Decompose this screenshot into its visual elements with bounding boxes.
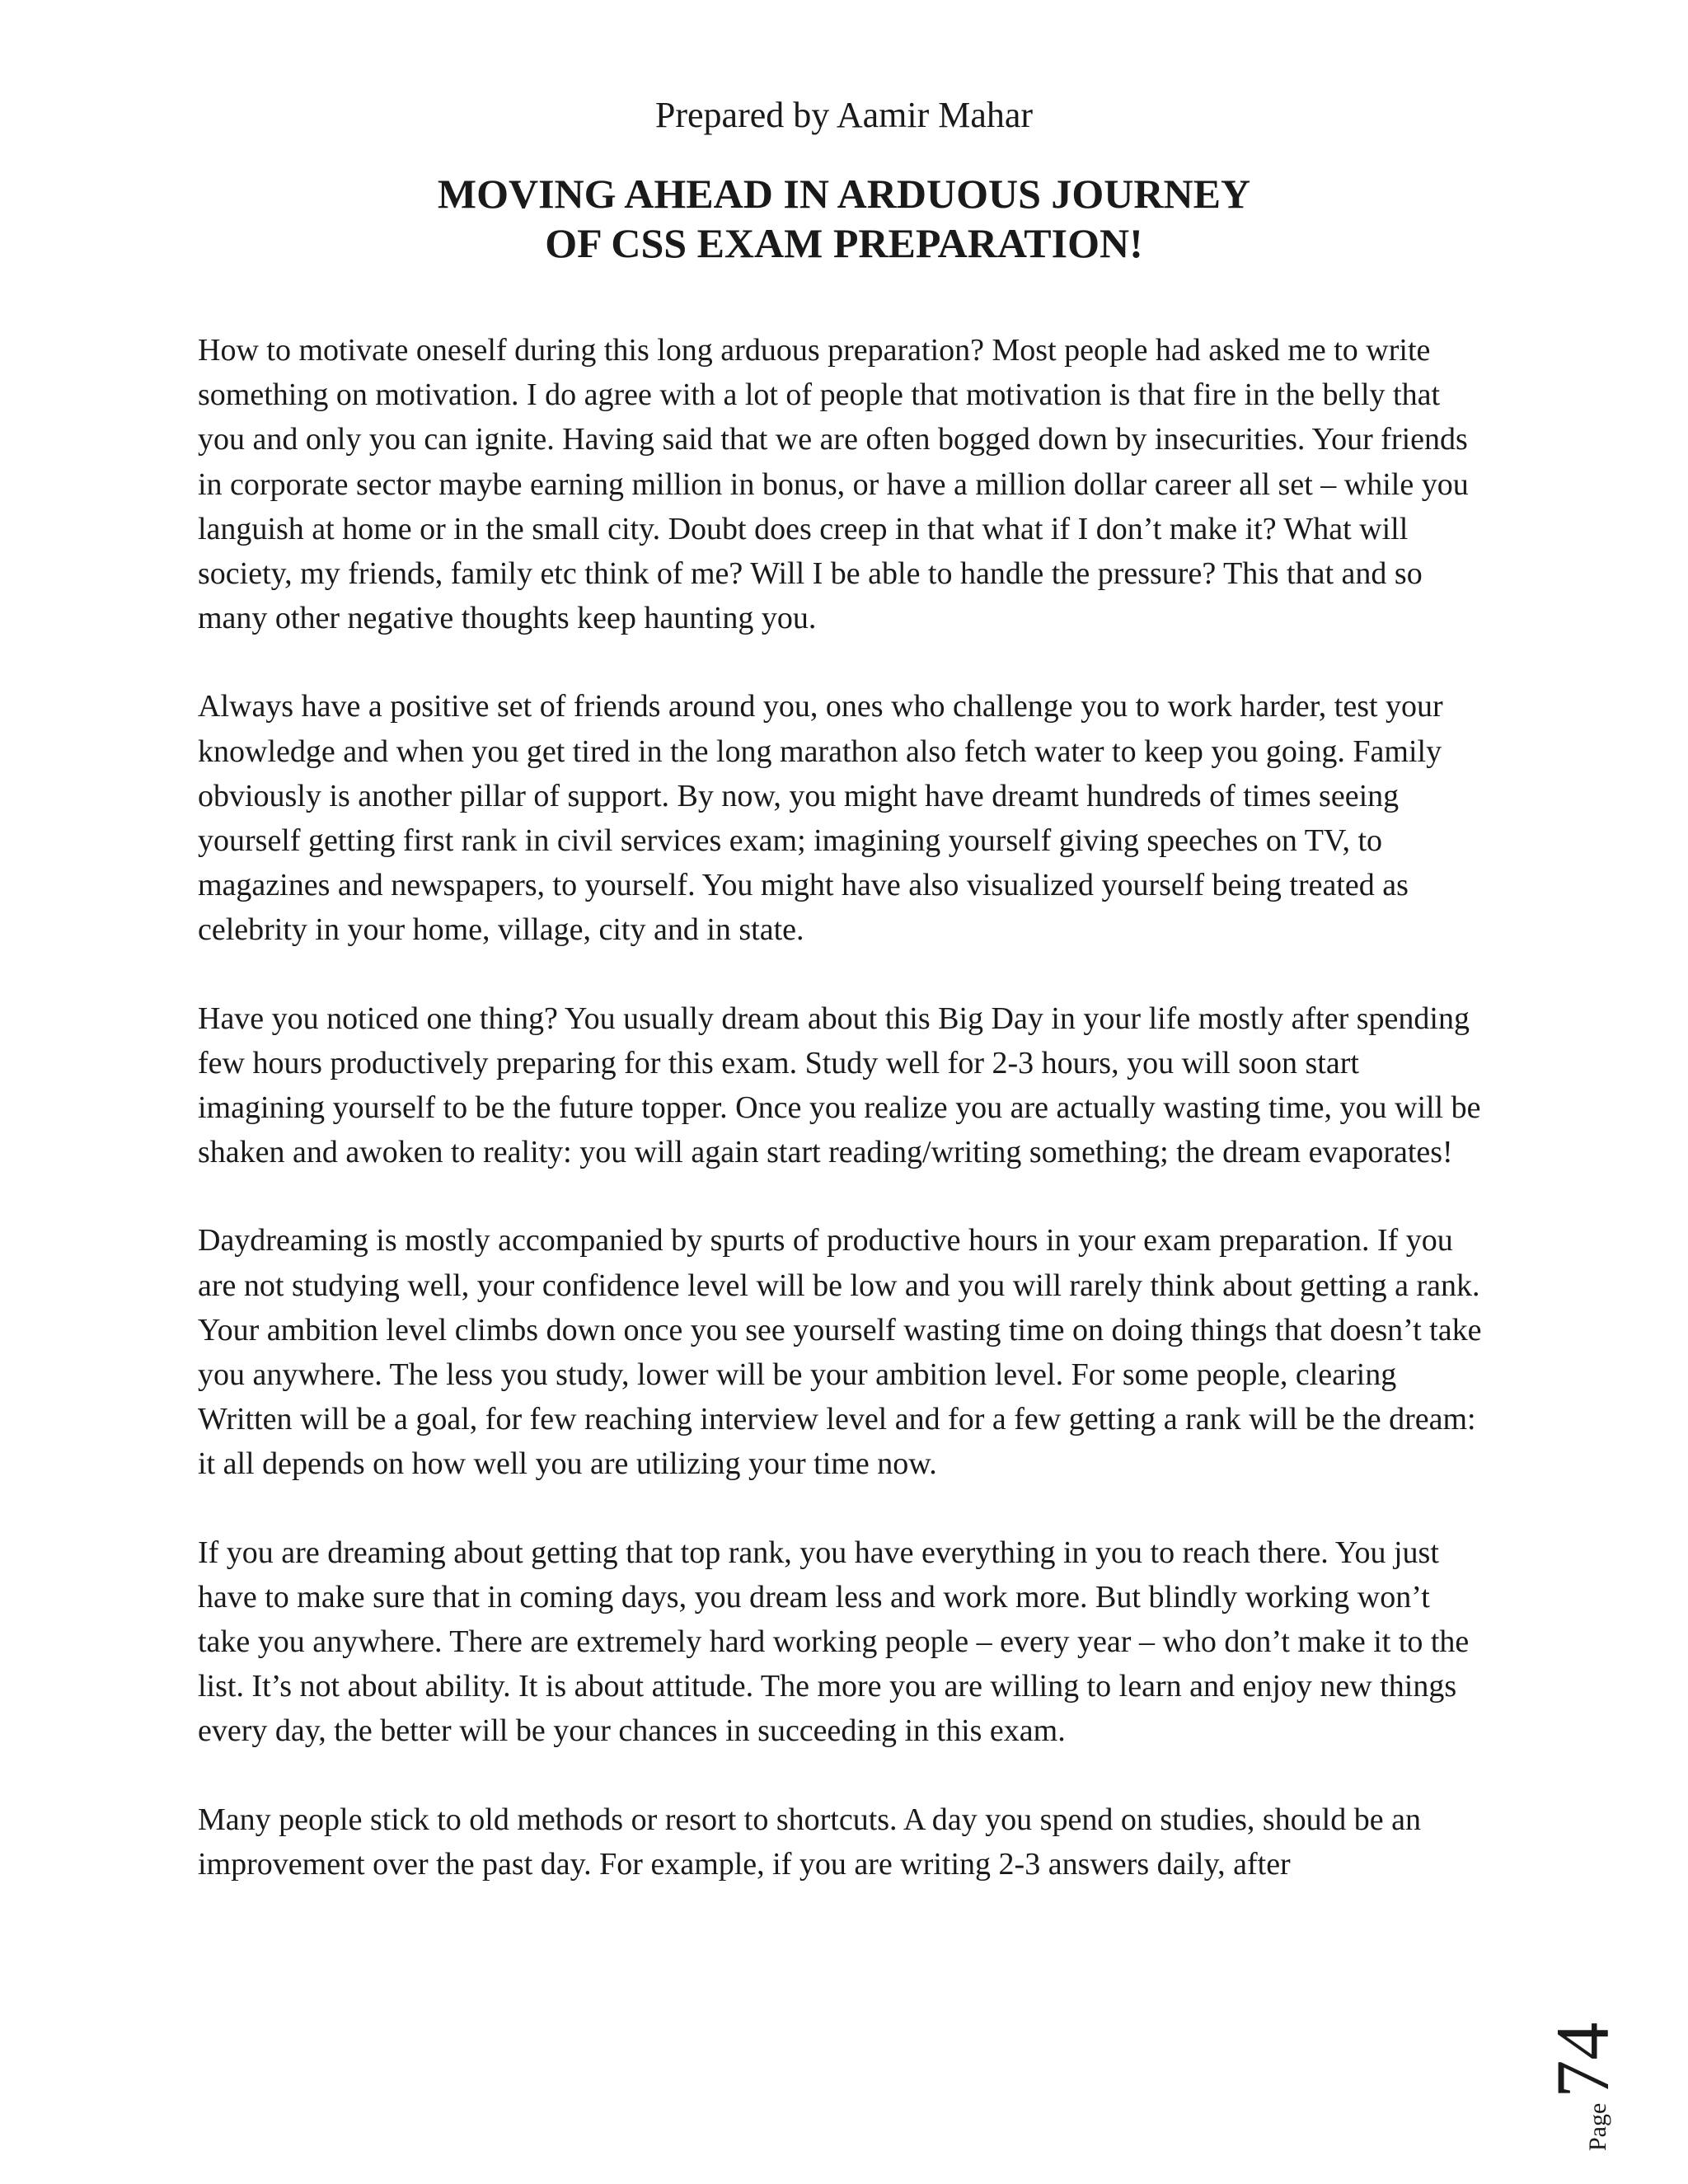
page-label: Page: [1584, 2102, 1611, 2151]
paragraph-1: How to motivate oneself during this long arduous preparation? Most people had asked me to write something on motivation. I do agree with a lot of people that motivation is that fire in the belly that you and only you can ignite. Having said that we are often bogged down by insecurities. Your friends in corporate sector maybe earning million in bonus, or have a million dollar career all set – while you languish at home or in the small city. Doubt does creep in that what if I don’t make it? What will society, my friends, family etc think of me? Will I be able to handle the pressure? This that and so many other negative thoughts keep haunting you.: [198, 333, 1469, 636]
title-line-1: MOVING AHEAD IN ARDUOUS JOURNEY: [437, 171, 1251, 217]
paragraph-3: Have you noticed one thing? You usually dream about this Big Day in your life mostly after spending few hours productively preparing for this exam. Study well for 2-3 hours, you will soon start imagining yourself to be the future topper. Once you realize you are actually wasting time, you will be shaken and awoken to reality: you will again start reading/writing something; the dream evaporates!: [198, 1001, 1481, 1170]
page-number-block: [1533, 1920, 1624, 2151]
title-line-2: OF CSS EXAM PREPARATION!: [545, 220, 1143, 266]
article-body: [198, 328, 1484, 1930]
page-number: 74: [1540, 2022, 1625, 2098]
paragraph-5: If you are dreaming about getting that top rank, you have everything in you to reach there. You just have to make sure that in coming days, you dream less and work more. But blindly working won’t take you anywhere. There are extremely hard working people – every year – who don’t make it to the list. It’s not about ability. It is about attitude. The more you are willing to learn and enjoy new things every day, the better will be your chances in succeeding in this exam.: [198, 1535, 1470, 1749]
page-title: [0, 169, 1688, 268]
author-line: Prepared by Aamir Mahar: [654, 95, 1034, 135]
paragraph-6: Many people stick to old methods or resort to shortcuts. A day you spend on studies, should be an improvement over the past day. For example, if you are writing 2-3 answers daily, after: [198, 1802, 1421, 1882]
paragraph-4: Daydreaming is mostly accompanied by spurts of productive hours in your exam preparation. If you are not studying well, your confidence level will be low and you will rarely think about getting a rank. Your ambition level climbs down once you see yourself wasting time on doing things that doesn’t take you anywhere. The less you study, lower will be your ambition level. For some people, clearing Written will be a goal, for few reaching interview level and for a few getting a rank will be the dream: it all depends on how well you are utilizing your time now.: [198, 1223, 1482, 1482]
paragraph-2: Always have a positive set of friends around you, ones who challenge you to work harder, test your knowledge and when you get tired in the long marathon also fetch water to keep you going. Family obviously is another pillar of support. By now, you might have dreamt hundreds of times seeing yourself getting first rank in civil services exam; imagining yourself giving speeches on TV, to magazines and newspapers, to yourself. You might have also visualized yourself being treated as celebrity in your home, village, city and in state.: [198, 689, 1443, 948]
